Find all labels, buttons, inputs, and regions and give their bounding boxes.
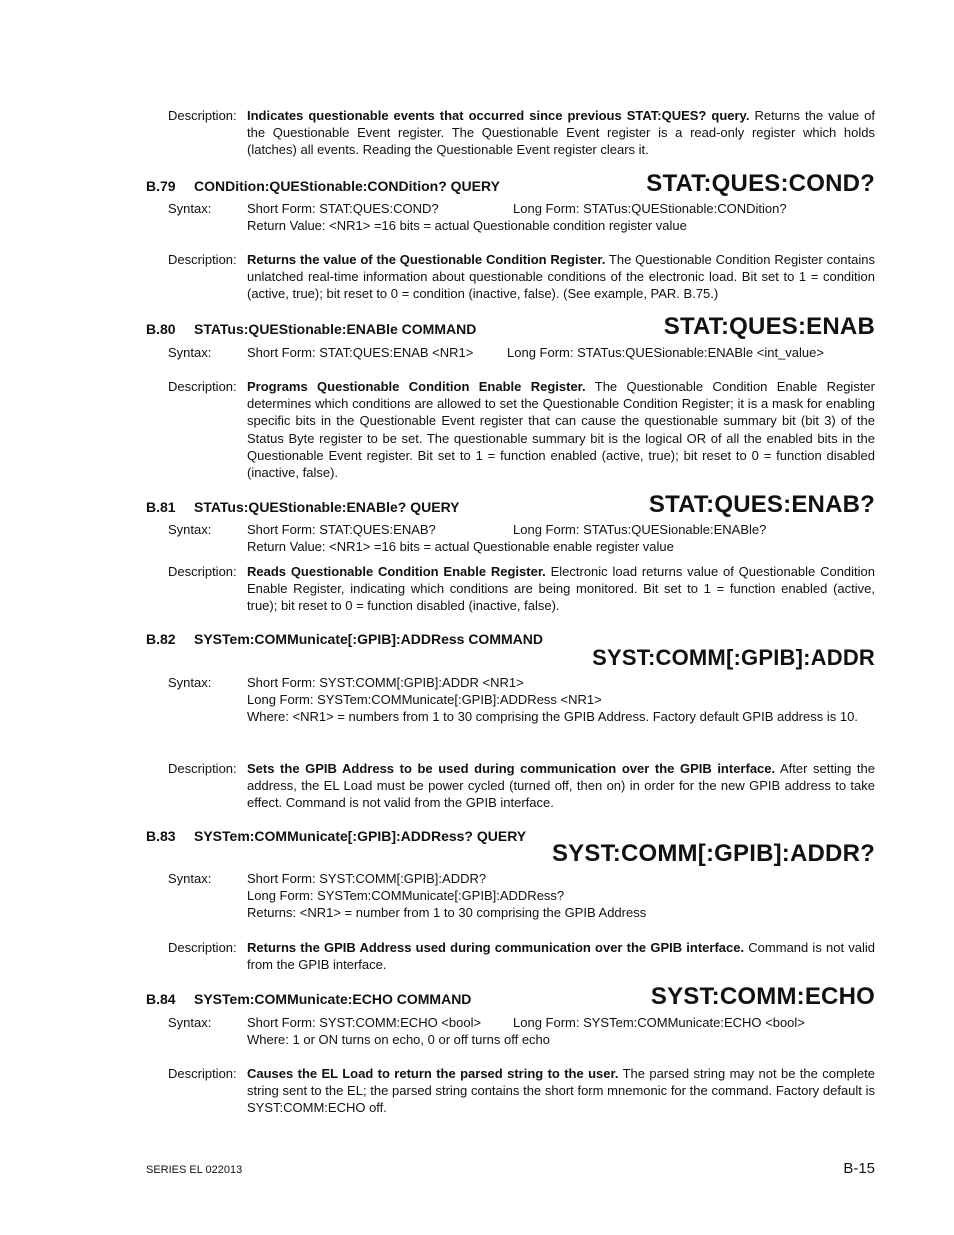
long-form: Long Form: STATus:QUESionable:ENABle? [513,522,767,537]
section-title: CONDition:QUEStionable:CONDition? QUERY [194,178,500,194]
section-header-b83 [146,822,875,868]
syntax-label: Syntax: [168,522,212,537]
section-title: SYSTem:COMMunicate[:GPIB]:ADDRess COMMAND [194,631,543,647]
description-label: Description: [168,564,237,579]
description-b79 [168,251,875,303]
command-mnemonic: SYST:COMM:ECHO [650,983,875,1010]
section-number: B.80 [146,321,176,337]
intro-description [168,107,875,159]
syntax-label: Syntax: [168,201,212,216]
description-text: Returns the value of the Questionable Event register. The Questionable Event register is a read-only register which holds (latches) all events. Reading the Questionable Event register clears it. [247,108,875,158]
short-form: Short Form: STAT:QUES:ENAB <NR1> [247,345,474,360]
description-bold: Returns the GPIB Address used during communication over the GPIB interface. [247,940,745,955]
description-text: Command is not valid from the GPIB interface. [247,940,875,973]
syntax-b79 [168,200,875,234]
section-number: B.81 [146,499,176,515]
command-mnemonic: STAT:QUES:COND? [646,170,875,197]
section-header-b81 [146,489,875,519]
section-number: B.79 [146,178,176,194]
long-form: Long Form: SYSTem:COMMunicate[:GPIB]:ADDRess? [247,888,565,904]
long-form: Long Form: SYSTem:COMMunicate:ECHO <bool> [513,1015,805,1030]
section-number: B.82 [146,631,176,647]
description-label: Description: [168,108,237,123]
description-text: After setting the address, the EL Load must be power cycled (turned off, then on) in order for the new GPIB address to take effect. Command is not valid from the GPIB interface. [247,761,875,811]
where-note: Where: 1 or ON turns on echo, 0 or off turns off echo [247,1032,551,1048]
return-value: Return Value: <NR1> =16 bits = actual Questionable condition register value [247,218,687,234]
long-form: Long Form: SYSTem:COMMunicate[:GPIB]:ADDRess <NR1> [247,692,602,708]
section-title: STATus:QUEStionable:ENABle? QUERY [194,499,460,515]
syntax-b81 [168,521,875,555]
description-bold: Returns the value of the Questionable Condition Register. [247,252,606,267]
description-b82 [168,760,875,812]
section-header-b84 [146,981,875,1011]
command-mnemonic: SYST:COMM[:GPIB]:ADDR [592,645,875,670]
syntax-b82 [168,674,875,726]
section-header-b79 [146,168,875,198]
description-b80 [168,378,875,481]
description-b83 [168,939,875,973]
command-mnemonic: STAT:QUES:ENAB? [648,491,875,518]
description-bold: Reads Questionable Condition Enable Register. [247,564,546,579]
syntax-label: Syntax: [168,871,212,886]
long-form: Long Form: STATus:QUEStionable:CONDition? [513,201,787,216]
description-label: Description: [168,1066,237,1081]
section-header-b82 [146,625,875,671]
section-title: SYSTem:COMMunicate:ECHO COMMAND [194,991,472,1007]
description-text: The Questionable Condition Register contains unlatched real-time information about questionable conditions of the electronic load. Bit set to 1 = condition (active, true); bit reset to 0 = condition (inactive, false). (See example, PAR. B.75.) [247,252,875,302]
description-bold: Sets the GPIB Address to be used during communication over the GPIB interface. [247,761,776,776]
command-mnemonic: SYST:COMM[:GPIB]:ADDR? [551,840,875,867]
syntax-b83 [168,870,875,922]
syntax-b84 [168,1014,875,1048]
description-label: Description: [168,252,237,267]
section-header-b80 [146,311,875,341]
description-text: Electronic load returns value of Questionable Condition Enable Register, indicating which conditions are being monitored. Bit set to 1 = function enabled (active, true); bit reset to 0 = function disabled (inactive, false). [247,564,875,614]
section-title: STATus:QUEStionable:ENABle COMMAND [194,321,477,337]
section-number: B.84 [146,991,176,1007]
description-text: The Questionable Condition Enable Register determines which conditions are allowed to set the Questionable Condition Register; it is a mask for enabling specific bits in the Questionable Event register that can cause the questionable summary bit (bit 3) of the Status Byte register to be set. The questionable summary bit is the logical OR of all the enabled bits in the Questionable Event register. Bit set to 1 = function enabled (active, true); bit reset to 0 = function disabled (inactive, false). [247,379,875,481]
description-label: Description: [168,940,237,955]
section-title: SYSTem:COMMunicate[:GPIB]:ADDRess? QUERY [194,828,527,844]
short-form: Short Form: SYST:COMM[:GPIB]:ADDR? [247,871,487,886]
where-note: Where: <NR1> = numbers from 1 to 30 comprising the GPIB Address. Factory default GPIB address is 10. [247,709,858,725]
return-value: Returns: <NR1> = number from 1 to 30 comprising the GPIB Address [247,905,647,921]
description-label: Description: [168,379,237,394]
description-b84 [168,1065,875,1117]
footer-document-id: SERIES EL 022013 [146,1164,243,1176]
description-label: Description: [168,761,237,776]
syntax-b80 [168,344,875,361]
short-form: Short Form: STAT:QUES:ENAB? [247,522,436,537]
description-bold: Indicates questionable events that occurred since previous STAT:QUES? query. [247,108,750,123]
description-text: The parsed string may not be the complete string sent to the EL; the parsed string contains the short form mnemonic for the command. Factory default is SYST:COMM:ECHO off. [247,1066,876,1116]
description-bold: Programs Questionable Condition Enable Register. [247,379,586,394]
section-number: B.83 [146,828,176,844]
short-form: Short Form: SYST:COMM[:GPIB]:ADDR <NR1> [247,675,524,690]
short-form: Short Form: SYST:COMM:ECHO <bool> [247,1015,482,1030]
short-form: Short Form: STAT:QUES:COND? [247,201,439,216]
description-bold: Causes the EL Load to return the parsed string to the user. [247,1066,619,1081]
return-value: Return Value: <NR1> =16 bits = actual Questionable enable register value [247,539,674,555]
syntax-label: Syntax: [168,675,212,690]
syntax-label: Syntax: [168,1015,212,1030]
syntax-label: Syntax: [168,345,212,360]
page-number: B-15 [843,1160,875,1177]
command-mnemonic: STAT:QUES:ENAB [663,313,875,340]
description-b81 [168,563,875,615]
long-form: Long Form: STATus:QUESionable:ENABle <int_value> [507,345,824,360]
